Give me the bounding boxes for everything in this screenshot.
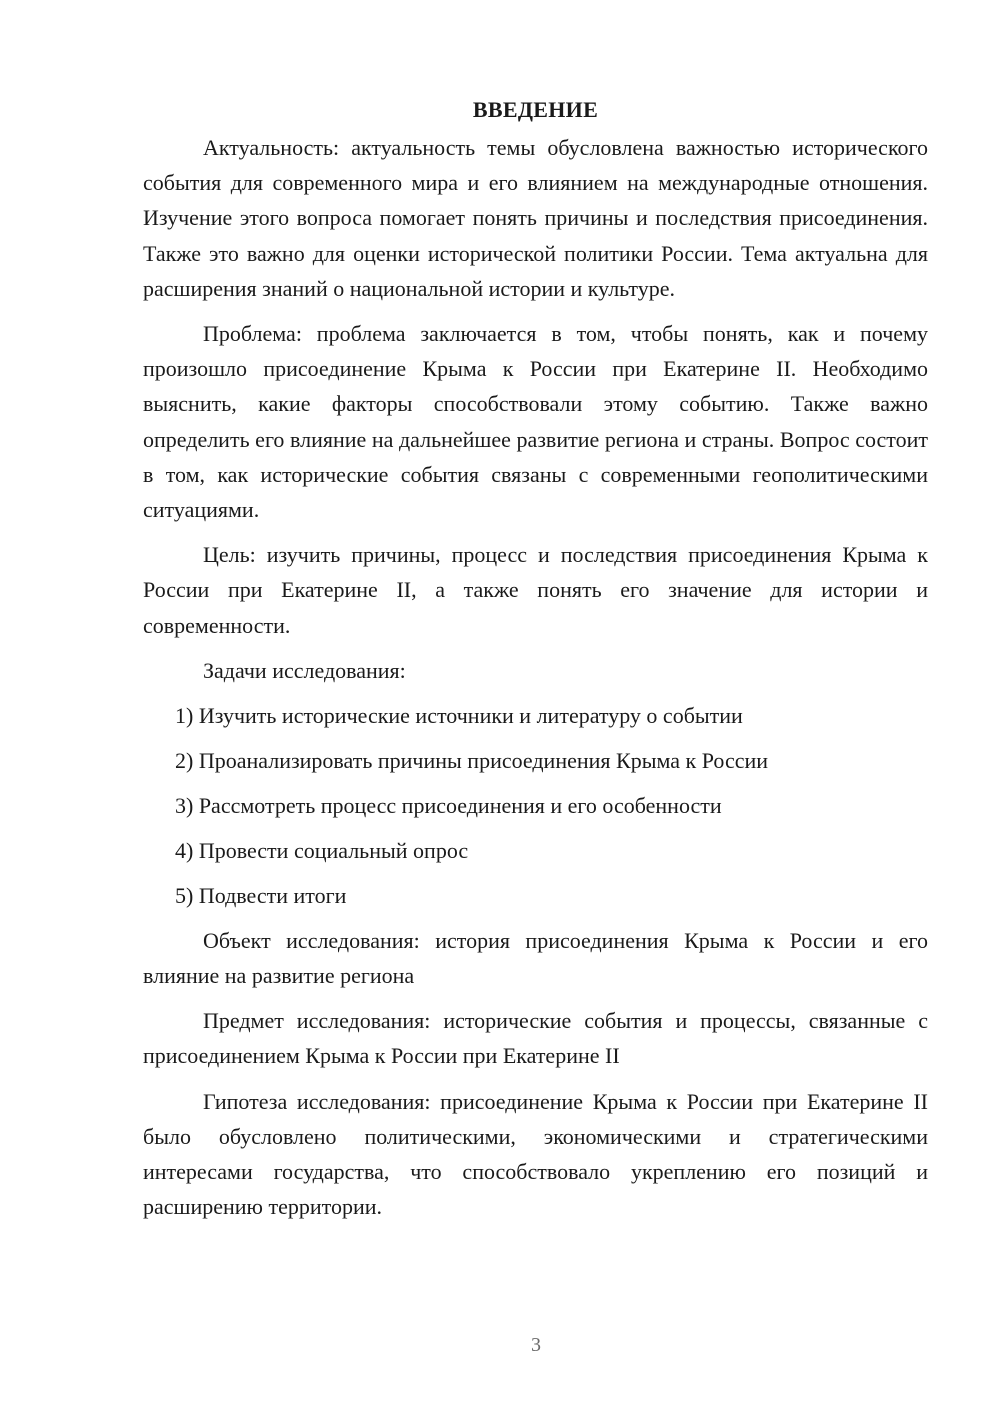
tasks-list	[143, 698, 928, 913]
paragraph-object: Объект исследования: история присоединения Крыма к России и его влияние на развитие региона	[143, 927, 928, 989]
page-number: 3	[531, 1334, 541, 1356]
list-item: 4) Провести социальный опрос	[175, 837, 469, 863]
list-item: 3) Рассмотреть процесс присоединения и его особенности	[175, 792, 722, 818]
list-item: 5) Подвести итоги	[175, 882, 347, 908]
paragraph-goal: Цель: изучить причины, процесс и последствия присоединения Крыма к России при Екатерине II, а также понять его значение для истории и современности.	[143, 542, 928, 638]
paragraph-hypothesis: Гипотеза исследования: присоединение Крыма к России при Екатерине II было обусловлено политическими, экономическими и стратегическими интересами государства, что способствовало укреплению его позиций и расширению территории.	[143, 1088, 928, 1220]
list-item: 2) Проанализировать причины присоединения Крыма к России	[175, 747, 769, 773]
page-title: ВВЕДЕНИЕ	[472, 97, 599, 122]
list-item: 1) Изучить исторические источники и литературу о событии	[175, 702, 743, 728]
document-page	[143, 95, 928, 1234]
paragraph-relevance: Актуальность: актуальность темы обусловлена важностью исторического события для современного мира и его влиянием на международные отношения. Изучение этого вопроса помогает понять причины и последствия присоединения. Также это важно для оценки исторической политики России. Тема актуальна для расширения знаний о национальной истории и культуре.	[143, 135, 928, 301]
tasks-title: Задачи исследования:	[203, 657, 406, 683]
paragraph-subject: Предмет исследования: исторические события и процессы, связанные с присоединением Крыма к России при Екатерине II	[143, 1008, 928, 1069]
paragraph-problem: Проблема: проблема заключается в том, чтобы понять, как и почему произошло присоединение Крыма к России при Екатерине II. Необходимо выяснить, какие факторы способствовали этому событию. Также важно определить его влияние на дальнейшее развитие региона и страны. Вопрос состоит в том, как исторические события связаны с современными геополитическими ситуациями.	[143, 321, 928, 523]
